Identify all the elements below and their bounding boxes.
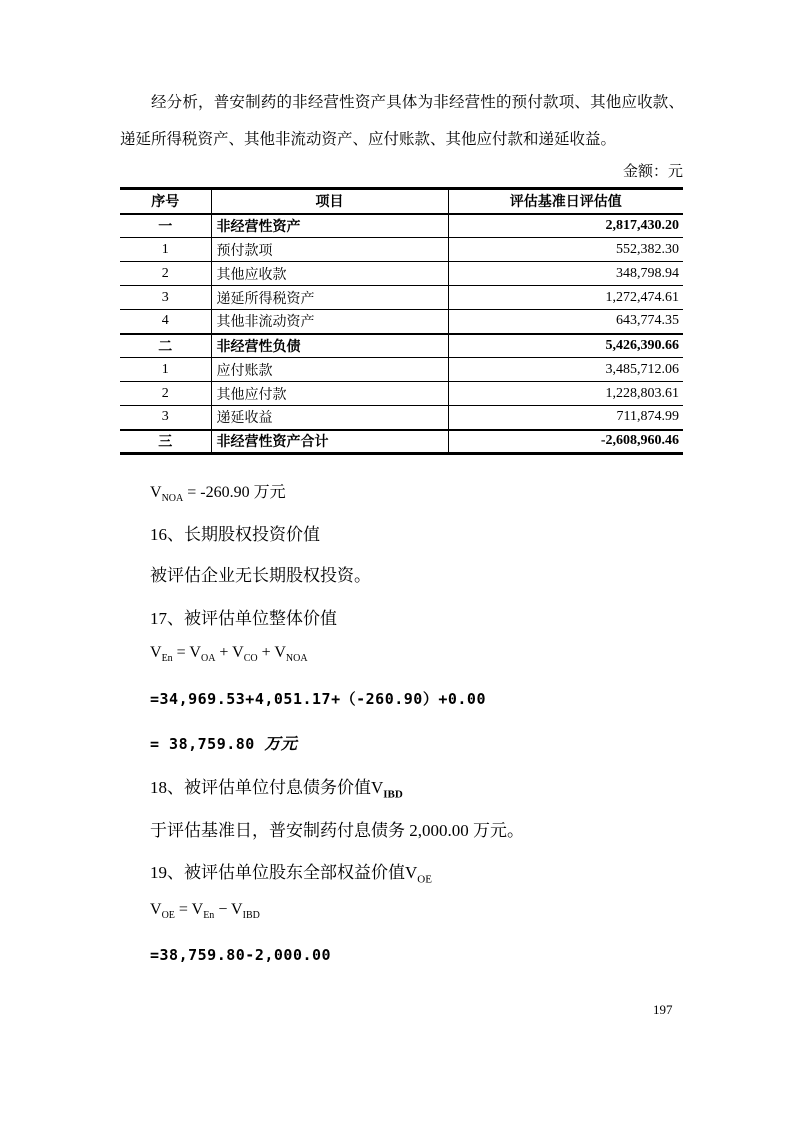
table-row [120, 430, 683, 454]
table-row [120, 334, 683, 358]
formula-subscript: NOA [161, 493, 184, 505]
table-row [120, 262, 683, 286]
cell-item: 预付款项 [211, 238, 448, 262]
cell-value: 5,426,390.66 [448, 334, 683, 358]
page-number: 197 [653, 1002, 673, 1017]
vnoa-result-line [150, 479, 286, 505]
formula-subscript: IBD [242, 910, 260, 922]
cell-value: 643,774.35 [448, 310, 683, 334]
cell-no: 2 [120, 382, 211, 406]
formula-subscript: En [203, 910, 215, 922]
formula-subscript: NOA [285, 653, 308, 665]
cell-item: 其他应付款 [211, 382, 448, 406]
cell-item: 应付账款 [211, 358, 448, 382]
calc-unit: 万元 [264, 736, 298, 753]
formula-rhs: = -260.90 万元 [183, 484, 286, 501]
table-row [120, 214, 683, 238]
cell-no: 3 [120, 286, 211, 310]
cell-item: 递延所得税资产 [211, 286, 448, 310]
cell-value: 348,798.94 [448, 262, 683, 286]
cell-item: 其他应收款 [211, 262, 448, 286]
formula-subscript: OE [161, 910, 175, 922]
heading-subscript: IBD [383, 788, 403, 801]
heading-19 [150, 858, 432, 886]
cell-value: 552,382.30 [448, 238, 683, 262]
formula-var: V [150, 644, 162, 661]
formula-var: V [150, 484, 162, 501]
calc-line-1: =34,969.53+4,051.17+（-260.90）+0.00 [150, 690, 486, 708]
column-header-no: 序号 [120, 189, 211, 214]
paragraph-16: 被评估企业无长期股权投资。 [150, 566, 371, 585]
cell-no: 1 [120, 238, 211, 262]
heading-text: 18、被评估单位付息债务价值V [150, 778, 384, 797]
cell-no: 三 [120, 430, 211, 454]
cell-item: 递延收益 [211, 406, 448, 430]
table-row [120, 382, 683, 406]
cell-no: 一 [120, 214, 211, 238]
cell-value: 711,874.99 [448, 406, 683, 430]
table-row [120, 358, 683, 382]
cell-item: 非经营性负债 [211, 334, 448, 358]
cell-value: -2,608,960.46 [448, 430, 683, 454]
column-header-item: 项目 [211, 189, 448, 214]
table-row [120, 238, 683, 262]
calc-line-3: =38,759.80-2,000.00 [150, 946, 332, 964]
formula-subscript: OA [200, 653, 216, 665]
table-row [120, 406, 683, 430]
cell-no: 1 [120, 358, 211, 382]
formula-var: = V [172, 644, 201, 661]
heading-subscript: OE [417, 873, 432, 886]
formula-var: V [150, 901, 162, 918]
cell-no: 二 [120, 334, 211, 358]
formula-var: + V [257, 644, 286, 661]
heading-18 [150, 773, 403, 801]
cell-value: 1,228,803.61 [448, 382, 683, 406]
heading-text: 19、被评估单位股东全部权益价值V [150, 863, 418, 882]
cell-no: 4 [120, 310, 211, 334]
heading-17: 17、被评估单位整体价值 [150, 609, 337, 628]
cell-value: 2,817,430.20 [448, 214, 683, 238]
valuation-table [120, 187, 683, 455]
cell-no: 3 [120, 406, 211, 430]
ven-formula [150, 644, 308, 665]
cell-value: 3,485,712.06 [448, 358, 683, 382]
valuation-table-container [120, 187, 683, 455]
intro-paragraph: 经分析，普安制药的非经营性资产具体为非经营性的预付款项、其他应收款、递延所得税资产、其他非流动资产、应付账款、其他应付款和递延收益。 [120, 94, 684, 148]
formula-var: + V [215, 644, 244, 661]
table-unit-label: 金额：元 [622, 164, 683, 180]
table-row [120, 286, 683, 310]
calc-value: = 38,759.80 [150, 735, 265, 753]
formula-var: − V [214, 901, 243, 918]
cell-item: 非经营性资产合计 [211, 430, 448, 454]
formula-var: = V [174, 901, 204, 918]
voe-formula [150, 901, 260, 922]
calc-line-2 [150, 731, 297, 754]
cell-value: 1,272,474.61 [448, 286, 683, 310]
formula-subscript: CO [243, 653, 258, 665]
formula-subscript: En [161, 653, 173, 665]
table-header-row [120, 189, 683, 214]
paragraph-18: 于评估基准日，普安制药付息债务 2,000.00 万元。 [150, 821, 524, 840]
heading-16: 16、长期股权投资价值 [150, 525, 320, 544]
column-header-value: 评估基准日评估值 [448, 189, 683, 214]
table-row [120, 310, 683, 334]
cell-item: 非经营性资产 [211, 214, 448, 238]
cell-item: 其他非流动资产 [211, 310, 448, 334]
cell-no: 2 [120, 262, 211, 286]
